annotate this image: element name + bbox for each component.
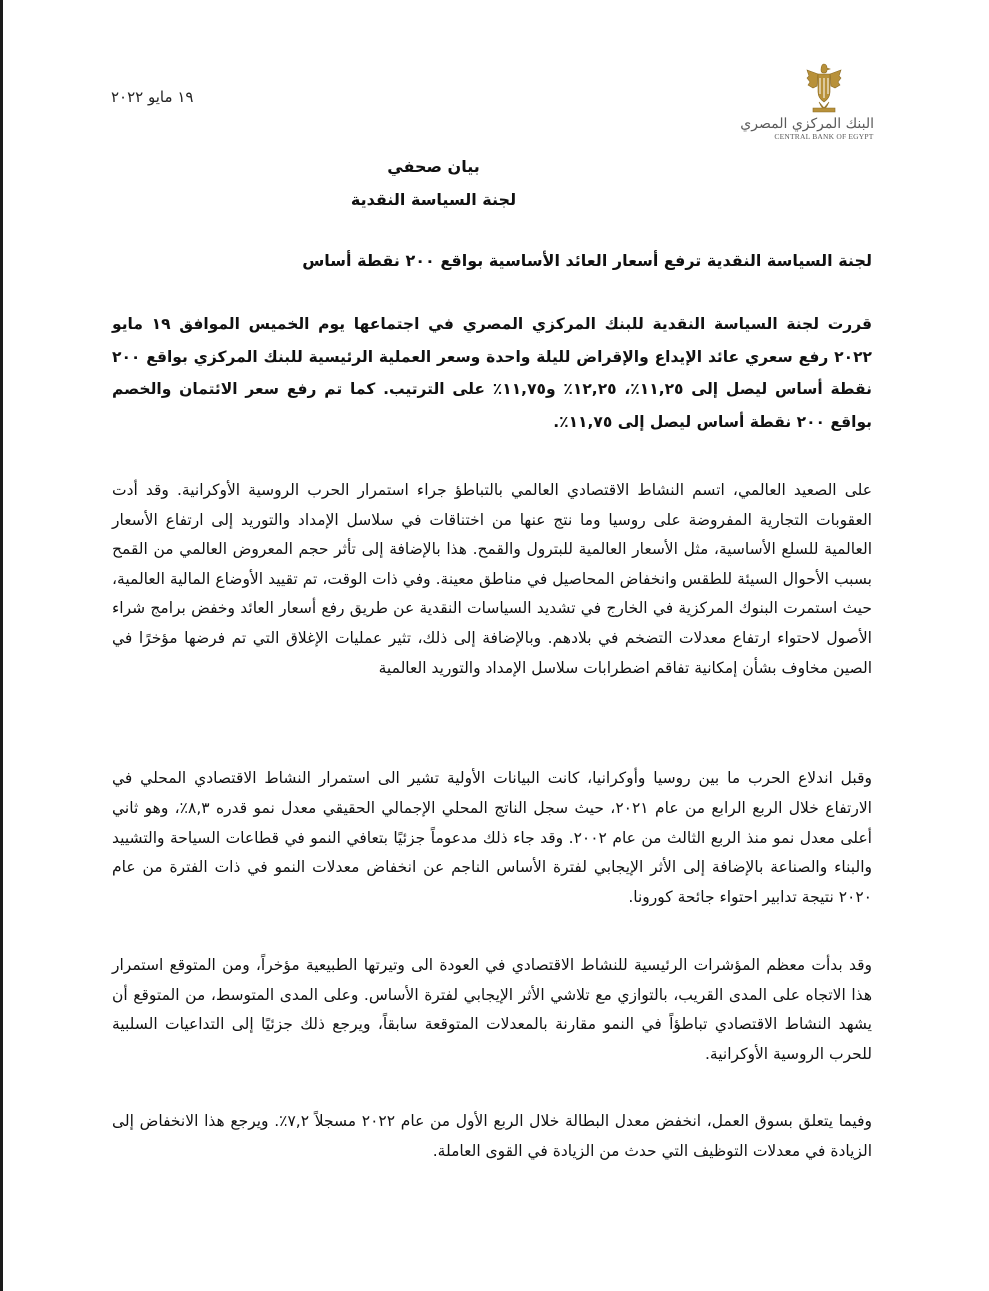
heading-line-2: لجنة السياسة النقدية bbox=[350, 190, 517, 209]
document-heading bbox=[3, 150, 989, 216]
paragraph-labor-market: وفيما يتعلق بسوق العمل، انخفض معدل البطالة خلال الربع الأول من عام ٢٠٢٢ مسجلاً ٧,٢٪. ويرجع هذا الانخفاض إلى الزيادة في معدلات التوظيف التي حدث من الزيادة في القوى العاملة. bbox=[112, 1112, 872, 1160]
press-release-subject: لجنة السياسة النقدية ترفع أسعار العائد الأساسية بواقع ٢٠٠ نقطة أساس bbox=[302, 251, 872, 270]
eagle-emblem-icon bbox=[805, 62, 843, 114]
paragraph-activity-outlook: وقد بدأت معظم المؤشرات الرئيسية للنشاط الاقتصادي في العودة الى وتيرتها الطبيعية مؤخراً، ومن المتوقع استمرار هذا الاتجاه على المدى القريب، بالتوازي مع تلاشي الأثر الإيجابي لفترة الأساس. وعلى المدى المتوسط، من المتوقع أن يشهد النشاط الاقتصادي تباطؤاً في النمو مقارنة بالمعدلات المتوقعة سابقاً، ويرجع ذلك جزئيًا إلى التداعيات السلبية للحرب الروسية الأوكرانية. bbox=[112, 956, 872, 1063]
paragraph-global-outlook: على الصعيد العالمي، اتسم النشاط الاقتصادي العالمي بالتباطؤ جراء استمرار الحرب الروسية الأوكرانية. وقد أدت العقوبات التجارية المفروضة على روسيا وما نتج عنها من اختناقات في سلاسل الإمداد والتوريد إلى ارتفاع الأسعار العالمية للسلع الأساسية، مثل الأسعار العالمية للبترول والقمح. هذا بالإضافة إلى تأثر حجم المعروض العالمي من القمح بسبب الأحوال السيئة للطقس وانخفاض المحاصيل في مناطق معينة. وفي ذات الوقت، تم تقييد الأوضاع المالية العالمية، حيث استمرت البنوك المركزية في الخارج في تشديد السياسات النقدية عن طريق رفع أسعار العائد وخفض برامج شراء الأصول لاحتواء ارتفاع معدلات التضخم في بلادهم. وبالإضافة إلى ذلك، تثير عمليات الإغلاق التي تم فرضها مؤخرًا في الصين مخاوف بشأن إمكانية تفاقم اضطرابات سلاسل الإمداد والتوريد العالمية bbox=[112, 481, 872, 677]
cbe-logo bbox=[740, 62, 874, 142]
logo-arabic-name: البنك المركزي المصري bbox=[740, 116, 874, 132]
logo-english-name: CENTRAL BANK OF EGYPT bbox=[774, 132, 874, 141]
heading-line-1: بيان صحفي bbox=[387, 157, 480, 176]
document-date: ١٩ مايو ٢٠٢٢ bbox=[111, 88, 194, 106]
paragraph-domestic-growth: وقبل اندلاع الحرب ما بين روسيا وأوكرانيا، كانت البيانات الأولية تشير الى استمرار النشاط الاقتصادي المحلي في الارتفاع خلال الربع الرابع من عام ٢٠٢١، حيث سجل الناتج المحلي الإجمالي الحقيقي معدل نمو قدره ٨,٣٪، وهو ثاني أعلى معدل نمو منذ الربع الثالث من عام ٢٠٠٢. وقد جاء ذلك مدعوماً جزئيًا بتعافي النمو في قطاعات السياحة والتشييد والبناء والصناعة بالإضافة إلى الأثر الإيجابي لفترة الأساس الناجم عن انخفاض معدلات النمو في ذات الفترة من عام ٢٠٢٠ نتيجة تدابير احتواء جائحة كورونا. bbox=[112, 769, 872, 907]
lead-paragraph: قررت لجنة السياسة النقدية للبنك المركزي المصري في اجتماعها يوم الخميس الموافق ١٩ مايو ٢٠٢٢ رفع سعري عائد الإيداع والإقراض لليلة واحدة وسعر العملية الرئيسية للبنك المركزي بواقع ٢٠٠ نقطة أساس ليصل إلى ١١,٢٥٪، ١٢,٢٥٪ و١١,٧٥٪ على الترتيب. كما تم رفع سعر الائتمان والخصم بواقع ٢٠٠ نقطة أساس ليصل إلى ١١,٧٥٪. bbox=[112, 315, 872, 431]
